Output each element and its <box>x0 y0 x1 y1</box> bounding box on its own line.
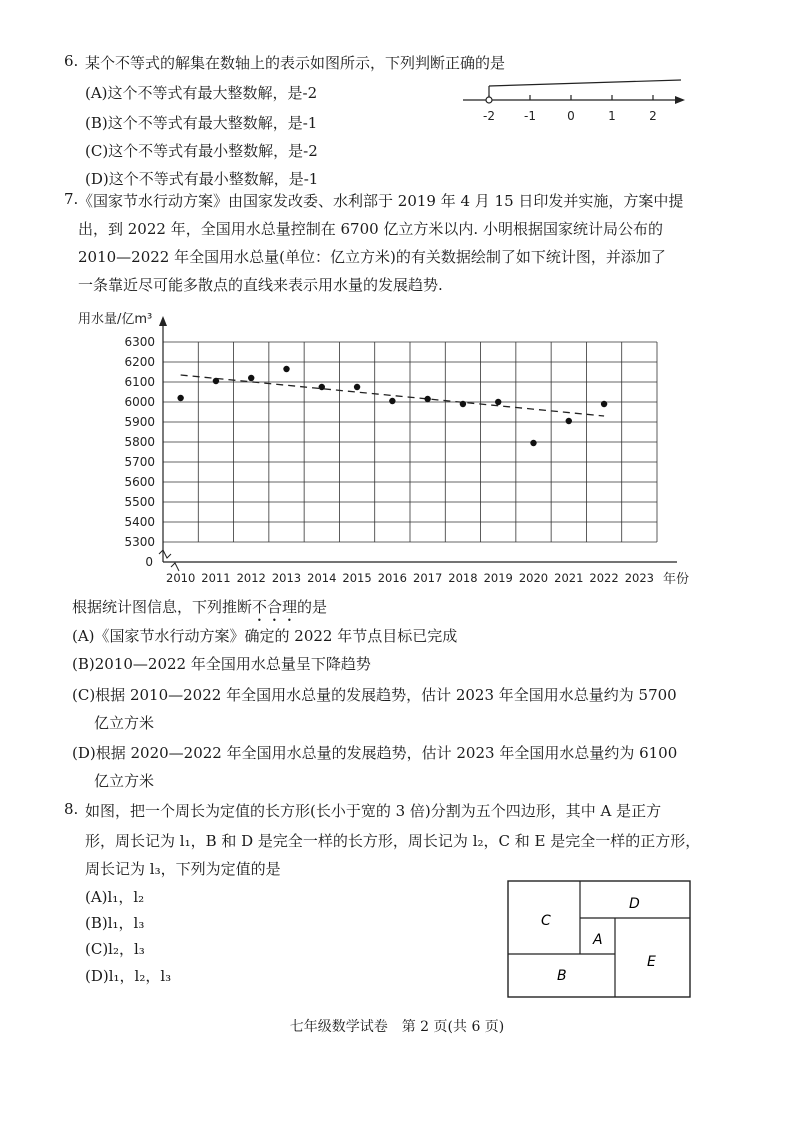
y-axis-arrow <box>159 316 167 326</box>
figure-label-d: D <box>629 896 640 912</box>
numberline-tick-label: 1 <box>608 109 616 123</box>
y-tick-label: 5800 <box>124 435 155 449</box>
q7-line-3: 2010—2022 年全国用水总量(单位：亿立方米)的有关数据绘制了如下统计图，并添加了 <box>78 248 666 266</box>
x-tick-label: 2010 <box>166 571 196 585</box>
x-tick-label: 2017 <box>413 571 443 585</box>
y-tick-label: 6100 <box>124 375 155 389</box>
q6-option-a: (A)这个不等式有最大整数解，是-2 <box>85 84 318 102</box>
q8-line-3: 周长记为 l₃，下列为定值的是 <box>85 860 281 878</box>
x-tick-label: 2013 <box>271 571 302 585</box>
x-tick-label: 2011 <box>201 571 231 585</box>
figure-label-a: A <box>593 932 603 948</box>
q7-line-1: 《国家节水行动方案》由国家发改委、水利部于 2019 年 4 月 15 日印发并实施，方案中提 <box>78 192 684 210</box>
page-footer: 七年级数学试卷 第 2 页(共 6 页) <box>289 1019 505 1035</box>
q7-option-a: (A)《国家节水行动方案》确定的 2022 年节点目标已完成 <box>72 627 458 645</box>
data-point <box>283 366 289 372</box>
y-tick-label: 5600 <box>124 475 155 489</box>
q8-line-2: 形，周长记为 l₁，B 和 D 是完全一样的长方形，周长记为 l₂，C 和 E 是完全一样的正方形， <box>85 832 701 850</box>
data-point <box>177 395 183 401</box>
q7-line-2: 出，到 2022 年，全国用水总量控制在 6700 亿立方米以内. 小明根据国家统计局公布的 <box>78 220 663 238</box>
y-tick-label: 5700 <box>124 455 155 469</box>
open-circle-point <box>486 97 492 103</box>
x-tick-label: 2019 <box>483 571 513 585</box>
q8-option-b: (B)l₁，l₃ <box>85 914 145 932</box>
data-point <box>424 396 430 402</box>
q7-option-c-cont: 亿立方米 <box>94 714 155 732</box>
numberline-tick-label: 2 <box>649 109 657 123</box>
data-point <box>566 418 572 424</box>
y-tick-label: 5400 <box>124 515 155 529</box>
q6-stem: 某个不等式的解集在数轴上的表示如图所示，下列判断正确的是 <box>85 54 506 72</box>
x-tick-label: 2022 <box>589 571 619 585</box>
x-tick-label: 2012 <box>236 571 266 585</box>
chart-xlabel: 年份 <box>663 572 690 587</box>
x-tick-label: 2016 <box>377 571 407 585</box>
x-tick-label: 2020 <box>518 571 549 585</box>
q8-line-1: 如图，把一个周长为定值的长方形(长小于宽的 3 倍)分割为五个四边形，其中 A 是正方 <box>85 802 662 820</box>
q7-option-c: (C)根据 2010—2022 年全国用水总量的发展趋势，估计 2023 年全国用水总量约为 5700 <box>72 686 677 704</box>
data-point <box>213 378 219 384</box>
chart-ylabel: 用水量/亿m³ <box>78 312 153 327</box>
data-point <box>530 440 536 446</box>
x-tick-label: 2018 <box>448 571 478 585</box>
numberline-tick-label: 0 <box>567 109 575 123</box>
emphasis-not-reasonable: 不合理 <box>252 598 298 616</box>
q7-after-chart: 根据统计图信息，下列推断不合理的是 <box>72 598 328 616</box>
data-point <box>389 398 395 404</box>
x-tick-label: 2023 <box>624 571 654 585</box>
q8-option-c: (C)l₂，l₃ <box>85 940 145 958</box>
data-point <box>495 399 501 405</box>
q7-option-b: (B)2010—2022 年全国用水总量呈下降趋势 <box>72 655 371 673</box>
data-point <box>601 401 607 407</box>
q6-number: 6. <box>64 52 79 70</box>
water-usage-chart <box>70 305 710 593</box>
q6-option-c: (C)这个不等式有最小整数解，是-2 <box>85 142 318 160</box>
y-tick-label: 5300 <box>124 535 155 549</box>
q6-option-b: (B)这个不等式有最大整数解，是-1 <box>85 114 318 132</box>
figure-label-c: C <box>541 913 551 929</box>
q8-option-a: (A)l₁，l₂ <box>85 888 145 906</box>
numberline-tick-label: -1 <box>524 109 536 123</box>
x-tick-label: 2015 <box>342 571 372 585</box>
y-tick-label-zero: 0 <box>145 555 153 569</box>
trend-line <box>181 375 604 416</box>
q8-rectangle-figure <box>505 878 695 1002</box>
data-point <box>248 375 254 381</box>
data-point <box>319 384 325 390</box>
data-point <box>354 384 360 390</box>
y-tick-label: 6200 <box>124 355 155 369</box>
y-tick-label: 6000 <box>124 395 155 409</box>
figure-label-b: B <box>557 968 567 984</box>
figure-label-e: E <box>647 954 656 970</box>
q7-number: 7. <box>64 190 79 208</box>
q6-number-line <box>455 74 695 130</box>
q8-option-d: (D)l₁，l₂，l₃ <box>85 967 172 985</box>
q7-option-d-cont: 亿立方米 <box>94 772 155 790</box>
q7-line-4: 一条靠近尽可能多散点的直线来表示用水量的发展趋势. <box>78 276 443 294</box>
q7-option-d: (D)根据 2020—2022 年全国用水总量的发展趋势，估计 2023 年全国用水总量约为 6100 <box>72 744 678 762</box>
y-tick-label: 5500 <box>124 495 155 509</box>
q6-option-d: (D)这个不等式有最小整数解，是-1 <box>85 170 319 188</box>
y-tick-label: 6300 <box>124 335 155 349</box>
x-tick-label: 2021 <box>554 571 584 585</box>
data-point <box>460 401 466 407</box>
numberline-tick-label: -2 <box>483 109 495 123</box>
q8-number: 8. <box>64 800 79 818</box>
y-tick-label: 5900 <box>124 415 155 429</box>
x-tick-label: 2014 <box>307 571 337 585</box>
